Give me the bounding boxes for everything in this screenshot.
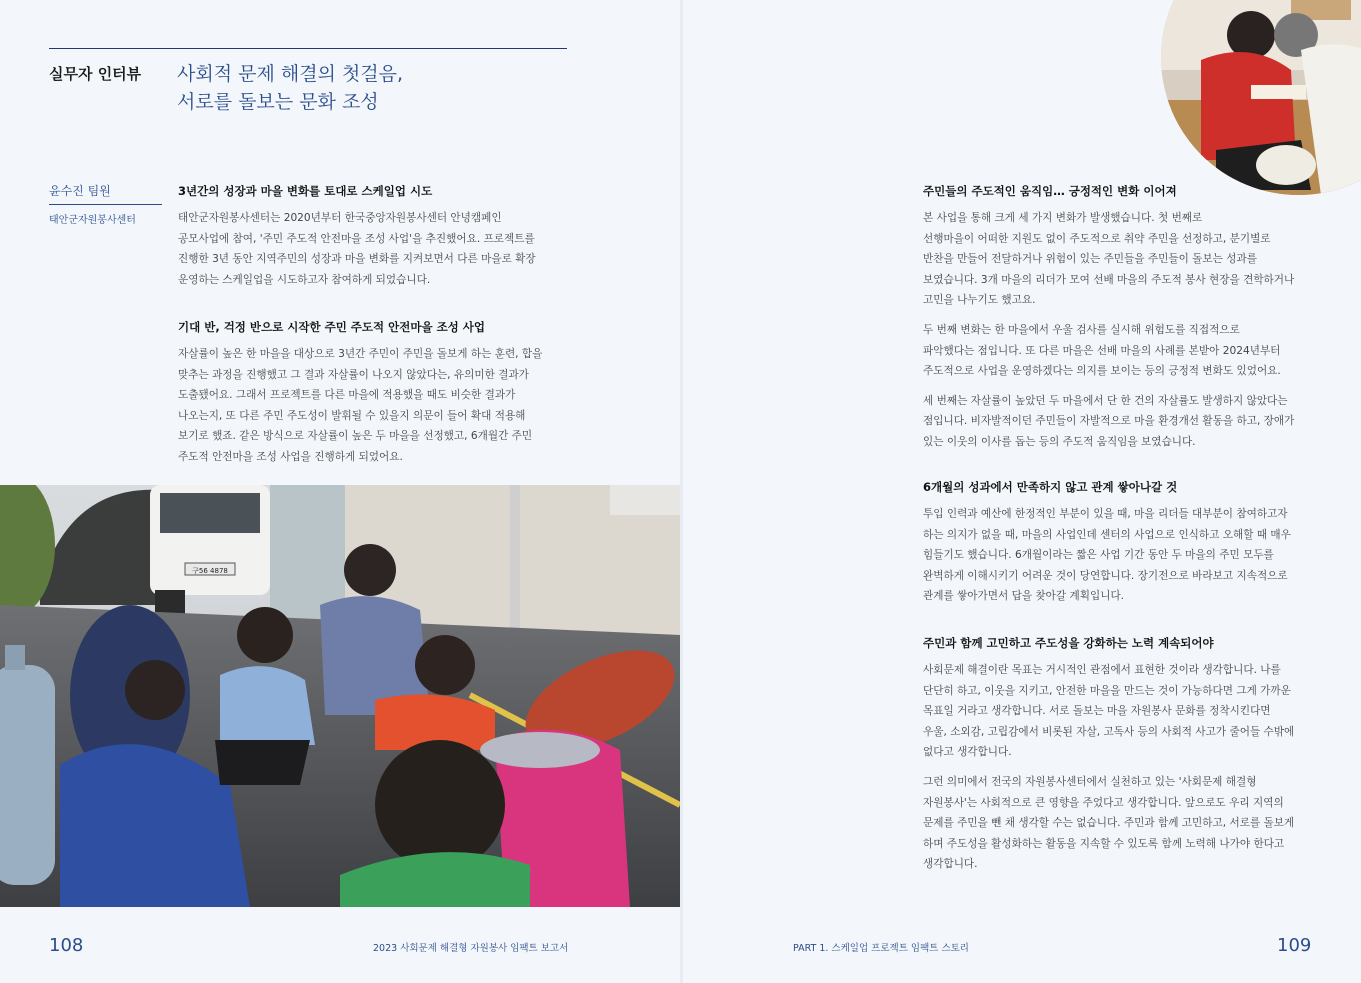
paragraph [178, 344, 542, 468]
text-line: 그런 의미에서 전국의 자원봉사센터에서 실천하고 있는 '사회문제 해결형 [923, 775, 1257, 788]
paragraph [178, 208, 536, 290]
photo-illustration [0, 485, 680, 907]
section-heading: 기대 반, 걱정 반으로 시작한 주민 주도적 안전마을 조성 사업 [178, 320, 486, 334]
text-line: 본 사업을 통해 크게 세 가지 변화가 발생했습니다. 첫 번째로 [923, 212, 1203, 224]
section-heading: 6개월의 성과에서 만족하지 않고 관계 쌓아나갈 것 [923, 480, 1178, 494]
right-page [683, 0, 1361, 983]
text-line: 단단히 하고, 이웃을 지키고, 안전한 마을을 만드는 것이 가능하다면 그게 가까운 [923, 684, 1291, 697]
section-block [923, 479, 1291, 616]
text-line: 파악했다는 점입니다. 또 다른 마을은 선배 마을의 사례를 본받아 2024년부터 [923, 344, 1281, 357]
text-line: 보였습니다. 3개 마을의 리더가 모여 선배 마을의 주도적 봉사 현장을 견학하거나 [923, 273, 1295, 286]
text-line: 사회문제 해결이란 목표는 거시적인 관점에서 표현한 것이라 생각합니다. 나를 [923, 664, 1281, 676]
text-line: 하며 주도성을 활성화하는 활동을 지속할 수 있도록 함께 노력해 나가야 한다고 [923, 837, 1285, 850]
text-line: 나오는지, 또 다른 주민 주도성이 발휘될 수 있을지 의문이 들어 확대 적용해 [178, 409, 526, 422]
page-number: 108 [49, 935, 84, 956]
paragraph [923, 772, 1294, 875]
section-heading: 3년간의 성장과 마을 변화를 토대로 스케일업 시도 [178, 184, 433, 198]
text-line: 진행한 3년 동안 지역주민의 성장과 마을 변화를 지켜보면서 다른 마을로 확장 [178, 253, 536, 266]
footer-text: PART 1. 스케일업 프로젝트 임팩트 스토리 [793, 943, 969, 954]
section-block [178, 183, 536, 299]
section-block [178, 319, 542, 477]
paragraph [923, 660, 1294, 763]
text-line: 주도적 안전마을 조성 사업을 진행하게 되었어요. [178, 450, 403, 463]
text-line: 고민을 나누기도 했고요. [923, 294, 1036, 307]
paragraph [923, 391, 1294, 453]
left-page [0, 0, 680, 983]
text-line: 두 번째 변화는 한 마을에서 우울 검사를 실시해 위험도를 직접적으로 [923, 323, 1240, 336]
text-line: 자살률이 높은 한 마을을 대상으로 3년간 주민이 주민을 돌보게 하는 훈련, 합을 [178, 348, 543, 360]
text-line: 맞추는 과정을 진행했고 그 결과 자살률이 나오지 않았다는, 유의미한 결과가 [178, 368, 529, 381]
section-label: 실무자 인터뷰 [49, 65, 142, 83]
text-line: 자원봉사'는 사회적으로 큰 영향을 주었다고 생각합니다. 앞으로도 우리 지역의 [923, 796, 1284, 809]
text-line: 목표일 거라고 생각합니다. 서로 돌보는 마을 자원봉사 문화를 정착시킨다면 [923, 705, 1271, 718]
headline-line: 사회적 문제 해결의 첫걸음, [177, 63, 404, 85]
interviewee-rule [49, 204, 162, 205]
truck-plate: 구56 4878 [192, 567, 228, 575]
text-line: 반찬을 만들어 전달하거나 위험이 있는 주민들을 주민들이 돌보는 성과를 [923, 253, 1257, 266]
top-rule [49, 48, 567, 49]
text-line: 우울, 소외감, 고립감에서 비롯된 자살, 고독사 등의 사회적 사고가 줄어들 수밖에 [923, 725, 1295, 738]
text-line: 주도적으로 사업을 운영하겠다는 의지를 보이는 등의 긍정적 변화도 있었어요. [923, 365, 1281, 378]
page-number: 109 [1277, 935, 1312, 956]
paragraph [923, 208, 1294, 311]
headline-line: 서로를 돌보는 문화 조성 [177, 91, 379, 113]
text-line: 하는 의지가 없을 때, 마을의 사업인데 센터의 사업으로 인식하고 오해할 때 매우 [923, 528, 1291, 541]
text-line: 선행마을이 어떠한 지원도 없이 주도적으로 취약 주민을 선정하고, 분기별로 [923, 232, 1271, 245]
text-line: 공모사업에 참여, '주민 주도적 안전마을 조성 사업'을 추진했어요. 프로젝트를 [178, 232, 535, 245]
text-line: 보기로 했죠. 같은 방식으로 자살률이 높은 두 마을을 선정했고, 6개월간 주민 [178, 430, 533, 443]
section-heading: 주민들의 주도적인 움직임… 긍정적인 변화 이어져 [923, 184, 1177, 198]
text-line: 운영하는 스케일업을 시도하고자 참여하게 되었습니다. [178, 273, 431, 286]
group-meeting-photo [0, 485, 680, 907]
text-line: 도출됐어요. 그래서 프로젝트를 다른 마을에 적용했을 때도 비슷한 결과가 [178, 389, 516, 402]
section-heading: 주민과 함께 고민하고 주도성을 강화하는 노력 계속되어야 [923, 636, 1214, 650]
text-line: 투입 인력과 예산에 한정적인 부분이 있을 때, 마을 리더들 대부분이 참여하고자 [923, 508, 1288, 520]
volunteer-visit-photo [1161, 0, 1361, 195]
interviewee-name: 윤수진 팀원 [49, 184, 111, 198]
section-block [923, 635, 1294, 884]
text-line: 힘들기도 했습니다. 6개월이라는 짧은 사업 기간 동안 두 마을의 주민 모두를 [923, 549, 1274, 562]
circle-photo-illustration [1161, 0, 1361, 195]
text-line: 점입니다. 비자발적이던 주민들이 자발적으로 마을 환경개선 활동을 하고, 장애가 [923, 415, 1295, 428]
text-line: 완벽하게 이해시키기 어려운 것이 당연합니다. 장기전으로 바라보고 지속적으로 [923, 569, 1288, 582]
footer-text: 2023 사회문제 해결형 자원봉사 임팩트 보고서 [373, 943, 569, 954]
headline [177, 60, 403, 116]
text-line: 있는 이웃의 이사를 돕는 등의 주도적 움직임을 보였습니다. [923, 435, 1196, 448]
paragraph [923, 320, 1294, 382]
text-line: 생각합니다. [923, 858, 978, 871]
text-line: 태안군자원봉사센터는 2020년부터 한국중앙자원봉사센터 안녕캠페인 [178, 212, 502, 224]
section-block [923, 183, 1294, 462]
text-line: 세 번째는 자살률이 높았던 두 마을에서 단 한 건의 자살률도 발생하지 않았다는 [923, 394, 1288, 407]
text-line: 없다고 생각합니다. [923, 746, 1012, 759]
text-line: 문제를 주민을 뺀 채 생각할 수는 없습니다. 주민과 함께 고민하고, 서로를 돌보게 [923, 817, 1295, 830]
text-line: 관계를 쌓아가면서 답을 찾아갈 계획입니다. [923, 590, 1125, 603]
paragraph [923, 504, 1291, 607]
interviewee-org: 태안군자원봉사센터 [49, 215, 136, 226]
